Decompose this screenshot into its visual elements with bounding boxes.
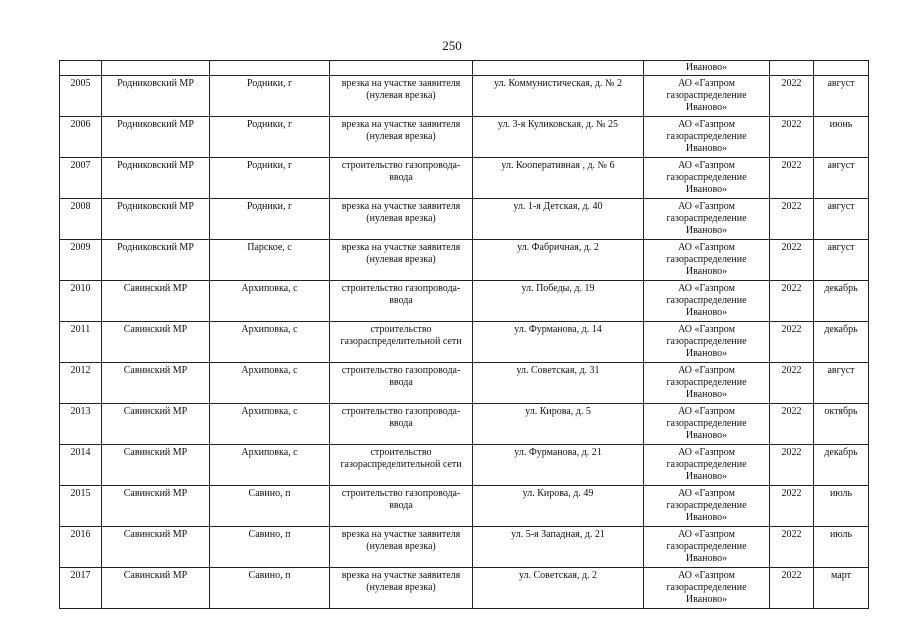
cell-district: Родниковский МР [102, 117, 210, 158]
table-row [60, 76, 869, 117]
cell-district: Савинский МР [102, 445, 210, 486]
cell-address: ул. Фабричная, д. 2 [473, 240, 644, 281]
cell-address: ул. 1-я Детская, д. 40 [473, 199, 644, 240]
cell-address: ул. 5-я Западная, д. 21 [473, 527, 644, 568]
cell-work: врезка на участке заявителя (нулевая врезка) [330, 117, 473, 158]
cell-n: 2011 [60, 322, 102, 363]
cell-year: 2022 [770, 568, 814, 609]
cell-work: врезка на участке заявителя (нулевая врезка) [330, 240, 473, 281]
cell-month [814, 61, 869, 76]
cell-address: ул. Кооперативная , д. № 6 [473, 158, 644, 199]
cell-month: июль [814, 527, 869, 568]
cell-month: август [814, 363, 869, 404]
cell-month: декабрь [814, 281, 869, 322]
cell-district: Родниковский МР [102, 199, 210, 240]
cell-address: ул. Коммунистическая, д. № 2 [473, 76, 644, 117]
cell-month: июль [814, 486, 869, 527]
cell-org: АО «Газпром газораспределение Иваново» [644, 322, 770, 363]
cell-locality: Савино, п [210, 486, 330, 527]
cell-month: август [814, 76, 869, 117]
cell-org: АО «Газпром газораспределение Иваново» [644, 158, 770, 199]
cell-locality: Родники, г [210, 76, 330, 117]
cell-org: АО «Газпром газораспределение Иваново» [644, 568, 770, 609]
cell-year: 2022 [770, 199, 814, 240]
cell-month: март [814, 568, 869, 609]
cell-n [60, 61, 102, 76]
cell-locality: Архиповка, с [210, 445, 330, 486]
table-row [60, 527, 869, 568]
cell-n: 2016 [60, 527, 102, 568]
table-row [60, 117, 869, 158]
cell-address: ул. Советская, д. 31 [473, 363, 644, 404]
cell-work: строительство газопровода-ввода [330, 281, 473, 322]
cell-n: 2010 [60, 281, 102, 322]
cell-year: 2022 [770, 240, 814, 281]
cell-locality [210, 61, 330, 76]
cell-district: Родниковский МР [102, 158, 210, 199]
cell-work: врезка на участке заявителя (нулевая врезка) [330, 199, 473, 240]
gasification-table [59, 60, 869, 609]
cell-org: АО «Газпром газораспределение Иваново» [644, 76, 770, 117]
cell-year: 2022 [770, 281, 814, 322]
cell-month: август [814, 158, 869, 199]
cell-org: АО «Газпром газораспределение Иваново» [644, 199, 770, 240]
table-row [60, 199, 869, 240]
cell-year: 2022 [770, 76, 814, 117]
cell-n: 2013 [60, 404, 102, 445]
cell-work: строительство газопровода-ввода [330, 404, 473, 445]
cell-district: Савинский МР [102, 486, 210, 527]
table-row [60, 158, 869, 199]
cell-work: строительство газораспределительной сети [330, 322, 473, 363]
table-row [60, 568, 869, 609]
cell-locality: Савино, п [210, 527, 330, 568]
table-row [60, 404, 869, 445]
table-row [60, 445, 869, 486]
cell-month: август [814, 199, 869, 240]
cell-work: врезка на участке заявителя (нулевая врезка) [330, 527, 473, 568]
cell-org: АО «Газпром газораспределение Иваново» [644, 445, 770, 486]
cell-district [102, 61, 210, 76]
cell-locality: Архиповка, с [210, 322, 330, 363]
cell-district: Савинский МР [102, 568, 210, 609]
cell-district: Савинский МР [102, 322, 210, 363]
cell-n: 2017 [60, 568, 102, 609]
cell-n: 2009 [60, 240, 102, 281]
cell-month: август [814, 240, 869, 281]
cell-work: строительство газопровода-ввода [330, 158, 473, 199]
cell-year: 2022 [770, 404, 814, 445]
cell-year: 2022 [770, 486, 814, 527]
cell-n: 2005 [60, 76, 102, 117]
cell-n: 2012 [60, 363, 102, 404]
cell-district: Савинский МР [102, 527, 210, 568]
cell-org: АО «Газпром газораспределение Иваново» [644, 404, 770, 445]
cell-n: 2008 [60, 199, 102, 240]
cell-address: ул. Победы, д. 19 [473, 281, 644, 322]
cell-month: июнь [814, 117, 869, 158]
cell-address: ул. Кирова, д. 49 [473, 486, 644, 527]
cell-year: 2022 [770, 322, 814, 363]
table-row [60, 322, 869, 363]
cell-district: Родниковский МР [102, 76, 210, 117]
table-row [60, 281, 869, 322]
cell-work: врезка на участке заявителя (нулевая врезка) [330, 76, 473, 117]
table-row [60, 240, 869, 281]
cell-org: АО «Газпром газораспределение Иваново» [644, 363, 770, 404]
cell-year [770, 61, 814, 76]
cell-locality: Родники, г [210, 117, 330, 158]
cell-district: Савинский МР [102, 404, 210, 445]
cell-year: 2022 [770, 445, 814, 486]
cell-org: АО «Газпром газораспределение Иваново» [644, 281, 770, 322]
cell-locality: Архиповка, с [210, 281, 330, 322]
cell-locality: Парское, с [210, 240, 330, 281]
cell-district: Савинский МР [102, 363, 210, 404]
cell-address [473, 61, 644, 76]
cell-n: 2015 [60, 486, 102, 527]
cell-org: АО «Газпром газораспределение Иваново» [644, 486, 770, 527]
cell-locality: Архиповка, с [210, 363, 330, 404]
cell-locality: Родники, г [210, 199, 330, 240]
cell-org: АО «Газпром газораспределение Иваново» [644, 527, 770, 568]
cell-address: ул. Кирова, д. 5 [473, 404, 644, 445]
cell-year: 2022 [770, 363, 814, 404]
cell-year: 2022 [770, 527, 814, 568]
cell-district: Савинский МР [102, 281, 210, 322]
page-number: 250 [442, 38, 462, 53]
table-row [60, 363, 869, 404]
cell-n: 2007 [60, 158, 102, 199]
cell-district: Родниковский МР [102, 240, 210, 281]
cell-work: строительство газопровода-ввода [330, 363, 473, 404]
cell-address: ул. Фурманова, д. 14 [473, 322, 644, 363]
continuation-row [60, 61, 869, 76]
cell-org: АО «Газпром газораспределение Иваново» [644, 117, 770, 158]
cell-month: декабрь [814, 445, 869, 486]
cell-year: 2022 [770, 117, 814, 158]
cell-month: октябрь [814, 404, 869, 445]
cell-locality: Родники, г [210, 158, 330, 199]
cell-address: ул. Фурманова, д. 21 [473, 445, 644, 486]
cell-month: декабрь [814, 322, 869, 363]
cell-org: Иваново» [644, 61, 770, 76]
cell-year: 2022 [770, 158, 814, 199]
cell-n: 2006 [60, 117, 102, 158]
cell-locality: Савино, п [210, 568, 330, 609]
cell-address: ул. Советская, д. 2 [473, 568, 644, 609]
cell-work: строительство газопровода-ввода [330, 486, 473, 527]
cell-locality: Архиповка, с [210, 404, 330, 445]
cell-work: строительство газораспределительной сети [330, 445, 473, 486]
cell-address: ул. 3-я Куликовская, д. № 25 [473, 117, 644, 158]
cell-org: АО «Газпром газораспределение Иваново» [644, 240, 770, 281]
table-row [60, 486, 869, 527]
cell-work [330, 61, 473, 76]
cell-work: врезка на участке заявителя (нулевая врезка) [330, 568, 473, 609]
cell-n: 2014 [60, 445, 102, 486]
